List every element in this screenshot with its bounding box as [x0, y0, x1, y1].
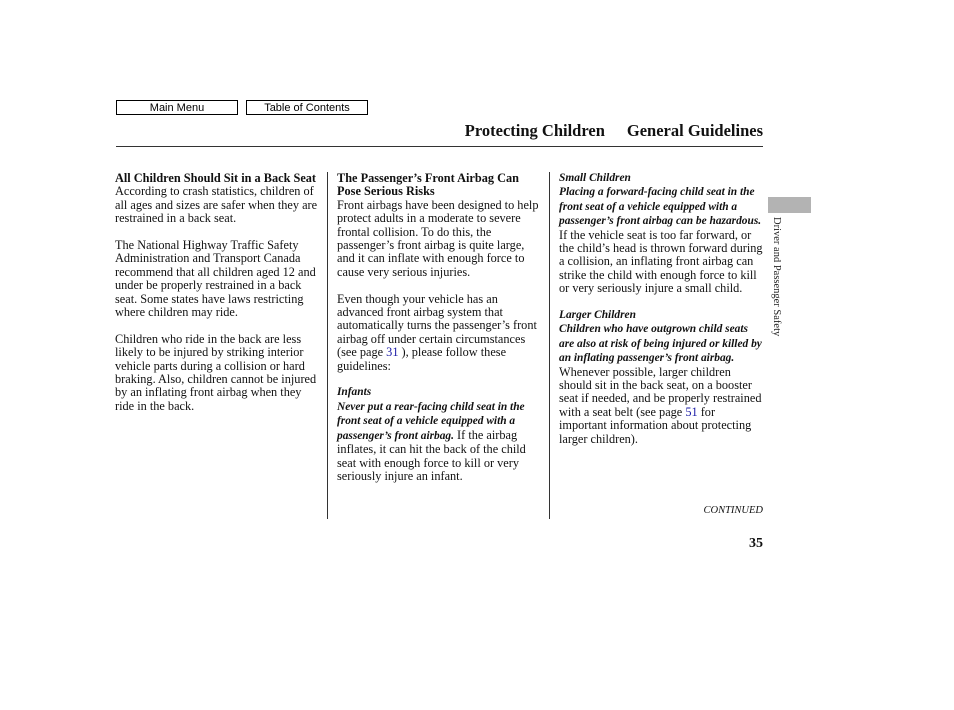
paragraph-text: for important information about protecting larger children).	[559, 404, 752, 446]
table-of-contents-button[interactable]: Table of Contents	[246, 100, 368, 115]
paragraph-text: ), please follow these guidelines:	[337, 345, 507, 373]
paragraph: Children who ride in the back are less likely to be injured by striking interior vehicle parts during a collision or hard braking. Also, children cannot be injured by an inflating front airbag when they ride in the back.	[115, 331, 317, 413]
column-2	[337, 172, 541, 497]
paragraph-text: Even though your vehicle has an advanced front airbag system that automatically turns the passenger’s front airbag off under certain circumstances (see page	[337, 291, 537, 360]
header-divider	[116, 146, 763, 147]
page-link-31[interactable]: 31	[386, 345, 399, 360]
column-divider	[549, 172, 550, 519]
continued-label: CONTINUED	[703, 505, 763, 516]
paragraph: Front airbags have been designed to help protect adults in a moderate to severe frontal collision. To do this, the passenger’s front airbag is quite large, and it can inflate with enough force to cause very serious injuries.	[337, 197, 539, 279]
heading-front-airbag-risks: The Passenger’s Front Airbag Can Pose Serious Risks	[337, 171, 519, 199]
heading-larger-children: Larger Children	[559, 309, 636, 322]
paragraph-text: Whenever possible, larger children should sit in the back seat, on a booster seat if needed, and be properly restrained with a seat belt (see page	[559, 364, 762, 419]
column-3	[559, 172, 763, 460]
warning-text: Children who have outgrown child seats are also at risk of being injured or killed by an inflating passenger’s front airbag.	[559, 323, 762, 365]
section-title: Protecting Children	[464, 121, 605, 140]
paragraph-text: If the airbag inflates, it can hit the back of the child seat with enough force to kill or very seriously injure an infant.	[337, 427, 526, 483]
warning-text: Never put a rear-facing child seat in the front seat of a vehicle equipped with a passenger’s front airbag.	[337, 400, 525, 442]
page-title	[465, 121, 763, 141]
section-side-label: Driver and Passenger Safety	[771, 217, 782, 337]
subsection-title: General Guidelines	[626, 121, 763, 140]
page-link-51[interactable]: 51	[685, 404, 698, 419]
paragraph: The National Highway Traffic Safety Administration and Transport Canada recommend that all children aged 12 and under be properly restrained in a back seat. Some states have laws restricting where children may ride.	[115, 238, 316, 320]
section-tab	[768, 197, 811, 213]
paragraph-text: If the vehicle seat is too far forward, or the child’s head is thrown forward during a collision, an inflating front airbag can strike the child with enough force to kill or very seriously injure a small child.	[559, 227, 763, 296]
heading-back-seat: All Children Should Sit in a Back Seat	[115, 171, 317, 185]
paragraph: According to crash statistics, children of all ages and sizes are safer when they are restrained in a back seat.	[115, 184, 318, 226]
paragraph	[337, 293, 541, 373]
heading-infants: Infants	[337, 386, 372, 399]
column-divider	[327, 172, 328, 519]
page-number: 35	[749, 536, 763, 551]
main-menu-button[interactable]: Main Menu	[116, 100, 238, 115]
column-1	[115, 172, 321, 427]
heading-small-children: Small Children	[559, 172, 631, 184]
warning-text: Placing a forward-facing child seat in the front seat of a vehicle equipped with a passenger’s front airbag can be hazardous.	[559, 186, 762, 228]
